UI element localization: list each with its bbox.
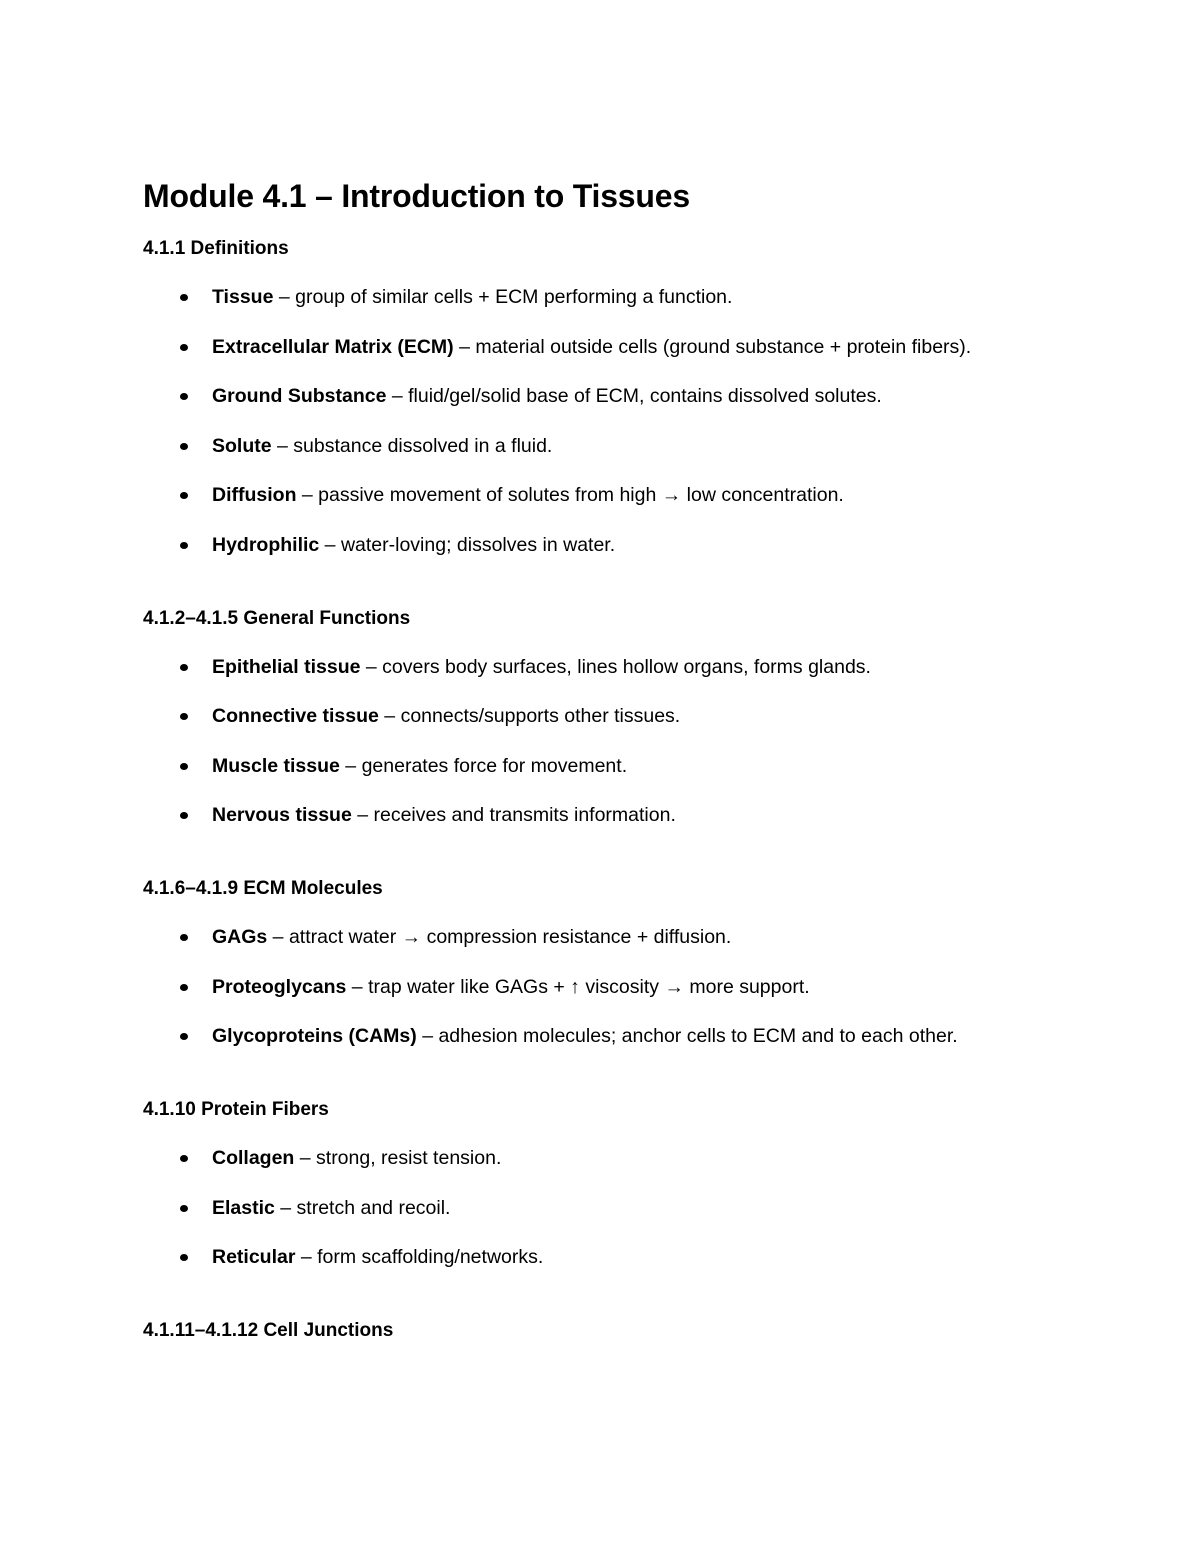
definition: – water-loving; dissolves in water.: [319, 533, 616, 556]
bullet-icon: [180, 763, 188, 770]
bullet-icon: [180, 344, 188, 351]
definition: – fluid/gel/solid base of ECM, contains dissolved solutes.: [386, 385, 882, 407]
bullet-list: [143, 1145, 1103, 1270]
section-ecm-molecules: [143, 876, 1103, 1049]
bullet-icon: [180, 664, 188, 671]
bullet-list: [143, 284, 1103, 558]
section-heading: 4.1.6–4.1.9 ECM Molecules: [143, 878, 383, 899]
definition: – form scaffolding/networks.: [295, 1246, 544, 1268]
list-item: [143, 1244, 1103, 1270]
term: Solute: [212, 434, 272, 457]
term: Ground Substance: [212, 385, 387, 407]
section-heading: 4.1.2–4.1.5 General Functions: [143, 607, 411, 629]
list-item: [143, 974, 1103, 1000]
term: Collagen: [212, 1147, 295, 1169]
section-definitions: [143, 236, 1103, 558]
definition: – strong, resist tension.: [294, 1147, 502, 1169]
definition: – group of similar cells + ECM performing a function.: [273, 286, 733, 308]
bullet-icon: [180, 542, 188, 549]
list-item: [143, 284, 1103, 310]
term: Elastic: [212, 1196, 275, 1219]
section-protein-fibers: [143, 1097, 1103, 1270]
section-general-functions: [143, 606, 1103, 829]
bullet-icon: [180, 443, 188, 450]
bullet-icon: [180, 294, 188, 301]
bullet-icon: [180, 934, 188, 941]
list-item: [143, 334, 1103, 360]
bullet-icon: [180, 1254, 188, 1261]
bullet-icon: [180, 984, 188, 991]
term: GAGs: [212, 926, 268, 948]
section-heading: 4.1.10 Protein Fibers: [143, 1099, 329, 1120]
term: Extracellular Matrix (ECM): [212, 335, 454, 358]
document-page: [143, 174, 1103, 1344]
term: Reticular: [212, 1246, 296, 1268]
term: Glycoproteins (CAMs): [212, 1025, 417, 1047]
list-item: [143, 1145, 1103, 1171]
term: Muscle tissue: [212, 754, 340, 777]
term: Proteoglycans: [212, 975, 347, 998]
bullet-icon: [180, 713, 188, 720]
bullet-icon: [180, 393, 188, 400]
definition: – passive movement of solutes from high → low concentration.: [296, 484, 844, 506]
definition: – adhesion molecules; anchor cells to ECM and to each other.: [416, 1025, 958, 1047]
list-item: [143, 1023, 1103, 1049]
page-title: Module 4.1 – Introduction to Tissues: [143, 178, 690, 214]
term: Nervous tissue: [212, 804, 352, 826]
list-item: [143, 433, 1103, 459]
list-item: [143, 1195, 1103, 1221]
bullet-icon: [180, 1205, 188, 1212]
list-item: [143, 383, 1103, 409]
list-item: [143, 532, 1103, 558]
list-item: [143, 924, 1103, 950]
bullet-icon: [180, 1033, 188, 1040]
list-item: [143, 654, 1103, 680]
bullet-icon: [180, 492, 188, 499]
definition: – stretch and recoil.: [274, 1196, 451, 1219]
definition: – generates force for movement.: [339, 754, 628, 777]
bullet-icon: [180, 812, 188, 819]
bullet-icon: [180, 1155, 188, 1162]
definition: – receives and transmits information.: [351, 804, 676, 826]
list-item: [143, 802, 1103, 828]
term: Epithelial tissue: [212, 655, 361, 678]
definition: – substance dissolved in a fluid.: [271, 434, 553, 457]
definition: – attract water → compression resistance + diffusion.: [267, 926, 732, 948]
term: Tissue: [212, 286, 274, 308]
section-cell-junctions: [143, 1318, 1103, 1344]
list-item: [143, 482, 1103, 508]
list-item: [143, 753, 1103, 779]
list-item: [143, 703, 1103, 729]
definition: – covers body surfaces, lines hollow organs, forms glands.: [360, 655, 871, 678]
term: Hydrophilic: [212, 533, 320, 556]
bullet-list: [143, 654, 1103, 829]
definition: – connects/supports other tissues.: [378, 705, 681, 727]
term: Diffusion: [212, 484, 297, 506]
definition: – trap water like GAGs + ↑ viscosity → more support.: [346, 975, 810, 998]
section-heading: 4.1.1 Definitions: [143, 238, 289, 259]
section-heading: 4.1.11–4.1.12 Cell Junctions: [143, 1320, 394, 1341]
term: Connective tissue: [212, 705, 379, 727]
definition: – material outside cells (ground substance + protein fibers).: [453, 335, 972, 358]
bullet-list: [143, 924, 1103, 1049]
